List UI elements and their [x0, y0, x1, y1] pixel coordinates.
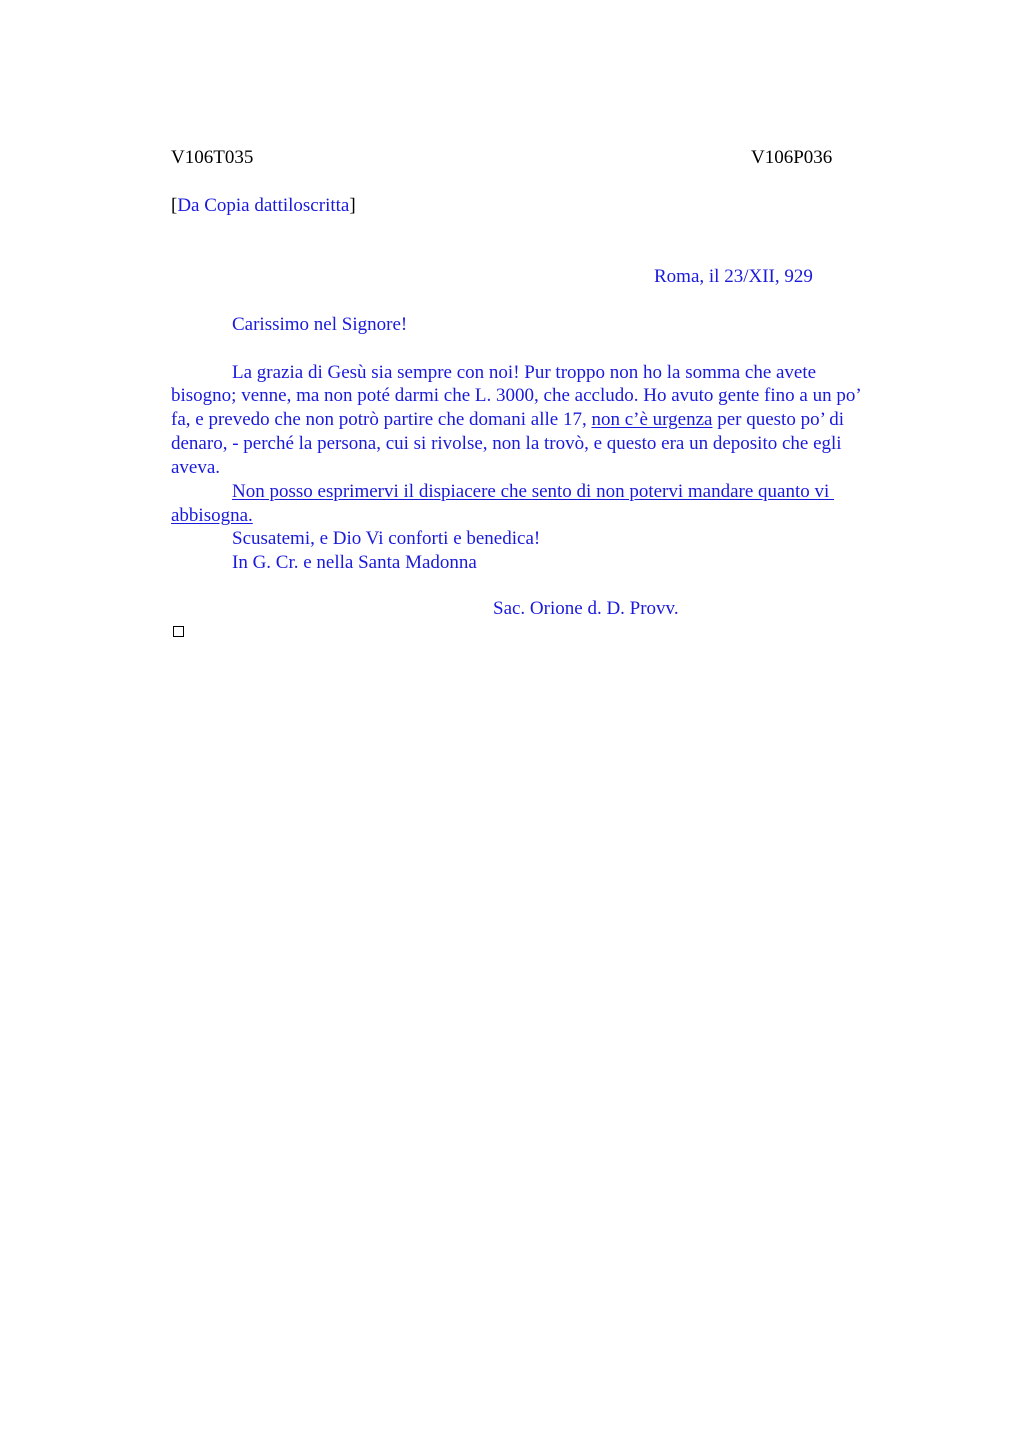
source-note-close-bracket: ] [349, 195, 356, 216]
paragraph1-line3-before: fa, e prevedo che non potrò partire che domani alle 17, [171, 409, 592, 430]
paragraph2-line1: Non posso esprimervi il dispiacere che sento di non potervi mandare quanto vi [232, 481, 835, 502]
underlined-phrase-urgenza: non c’è urgenza [591, 409, 713, 430]
letter-salutation: Carissimo nel Signore! [232, 314, 408, 335]
source-note-text: Da Copia dattiloscritta [177, 195, 350, 216]
paragraph2-line2: abbisogna. [171, 505, 253, 526]
paragraph1-line4: denaro, - perché la persona, cui si rivolse, non la trovò, e questo era un deposito che egli [171, 433, 842, 454]
document-code-left: V106T035 [171, 147, 254, 168]
closing-line1: Scusatemi, e Dio Vi conforti e benedica! [232, 528, 541, 549]
letter-date: Roma, il 23/XII, 929 [654, 266, 813, 287]
source-note [171, 194, 356, 218]
source-note-open-bracket: [ [171, 195, 178, 216]
document-code-right: V106P036 [751, 147, 833, 168]
letter-signature: Sac. Orione d. D. Provv. [493, 598, 679, 619]
paragraph1-line2: bisogno; venne, ma non poté darmi che L. 3000, che accludo. Ho avuto gente fino a un po’ [171, 385, 862, 406]
end-marker-box [173, 626, 184, 637]
paragraph1-line5: aveva. [171, 457, 221, 478]
closing-line2: In G. Cr. e nella Santa Madonna [232, 552, 477, 573]
paragraph1-line3-after: per questo po’ di [712, 409, 845, 430]
paragraph1-line1: La grazia di Gesù sia sempre con noi! Pur troppo non ho la somma che avete [232, 362, 817, 383]
paragraph1-line3 [171, 408, 844, 432]
